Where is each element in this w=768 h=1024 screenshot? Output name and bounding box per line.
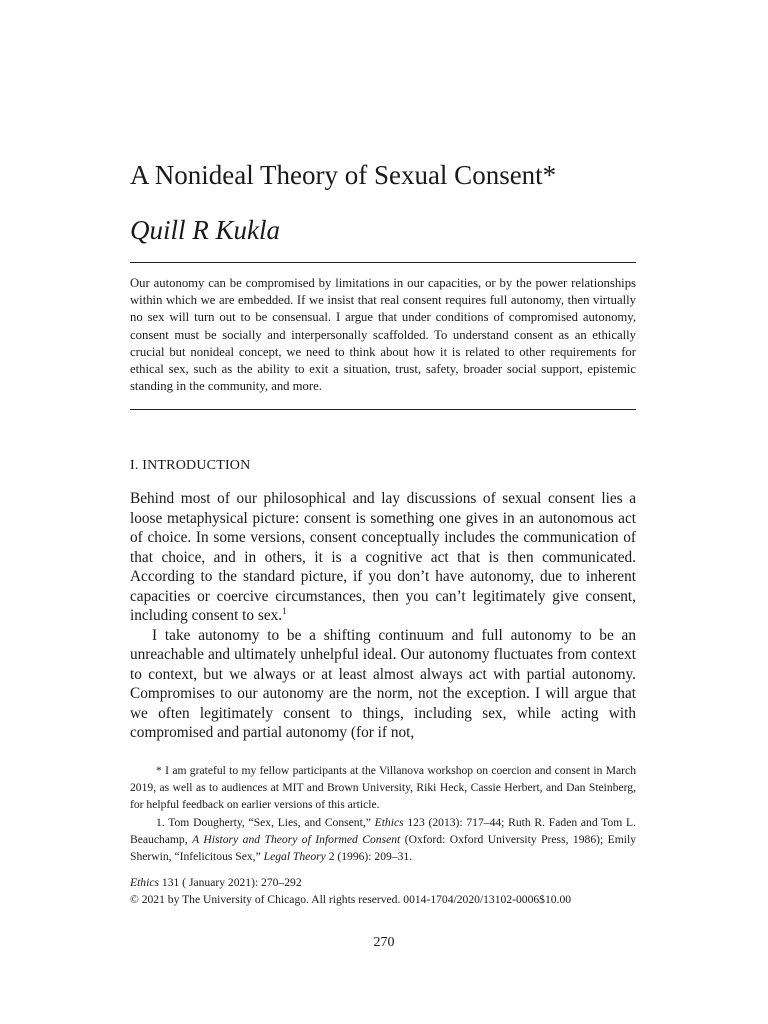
copyright-line: © 2021 by The University of Chicago. All rights reserved. 0014-1704/2020/13102-0006$10.00 [130,892,572,906]
article-author: Quill R Kukla [130,215,280,245]
section-heading: I. INTRODUCTION [130,458,251,473]
footnotes [130,762,636,865]
footnote-1-book-title: A History and Theory of Informed Consent [192,832,401,846]
page-number: 270 [373,935,395,950]
body-paragraph: I take autonomy to be a shifting continuum and full autonomy to be an unreachable and ultimately unhelpful ideal. Our autonomy fluctuates from context to context, but we always or at least almost always act with partial autonomy. Compromises to our autonomy are the norm, not the exception. I will argue that we often legitimately consent to things, including sex, while acting with compromised and partial autonomy (for if not, [130,626,636,741]
footnote-1 [130,814,636,866]
article-abstract: Our autonomy can be compromised by limitations in our capacities, or by the power relationships within which we are embedded. If we insist that real consent requires full autonomy, then virtually no sex will turn out to be consensual. I argue that under conditions of compromised autonomy, consent must be socially and interpersonally scaffolded. To understand consent as an ethically crucial but nonideal concept, we need to think about how it is related to other requirements for ethical sex, such as the ability to exit a situation, trust, safety, broader social support, epistemic standing in the community, and more. [130,276,636,394]
abstract-top-rule [130,262,636,263]
body-text [130,489,636,743]
article-title: A Nonideal Theory of Sexual Consent* [130,160,557,190]
journal-citation [130,875,650,908]
footnote-1-text: 123 (2013): 717–44; Ruth R. Faden and Tom L. Beauchamp, [130,815,636,846]
footnote-1-text: 2 (1996): 209–31. [328,850,413,864]
footnote-acknowledgement: * I am grateful to my fellow participants at the Villanova workshop on coercion and consent in March 2019, as well as to audiences at MIT and Brown University, Riki Heck, Cassie Herbert, and Dan Steinberg, for helpful feedback on earlier versions of this article. [130,764,636,812]
footnote-1-journal: Legal Theory [263,850,326,864]
footnote-1-text: 1. Tom Dougherty, “Sex, Lies, and Consent,” [156,815,371,829]
footnote-1-text: (Oxford: Oxford University Press, 1986); Emily Sherwin, “Infelicitous Sex,” [130,832,637,864]
citation-issue: 131 ( January 2021): 270–292 [161,876,302,889]
body-paragraph-text: Behind most of our philosophical and lay discussions of sexual consent lies a loose metaphysical picture: consent is something one gives in an autonomous act of choice. In some versions, consent conceptually includes the communication of that choice, and in others, it is a cognitive act that is then communicated. According to the standard picture, if you don’t have autonomy, due to inherent capacities or coercive circumstances, then you can’t legitimately give consent, including consent to sex. [130,490,636,624]
abstract-bottom-rule [130,409,636,410]
body-paragraph [130,489,636,626]
citation-line [130,875,650,892]
footnote-marker[interactable]: 1 [282,605,287,616]
footnote-1-journal: Ethics [374,815,404,829]
citation-journal: Ethics [130,876,159,889]
